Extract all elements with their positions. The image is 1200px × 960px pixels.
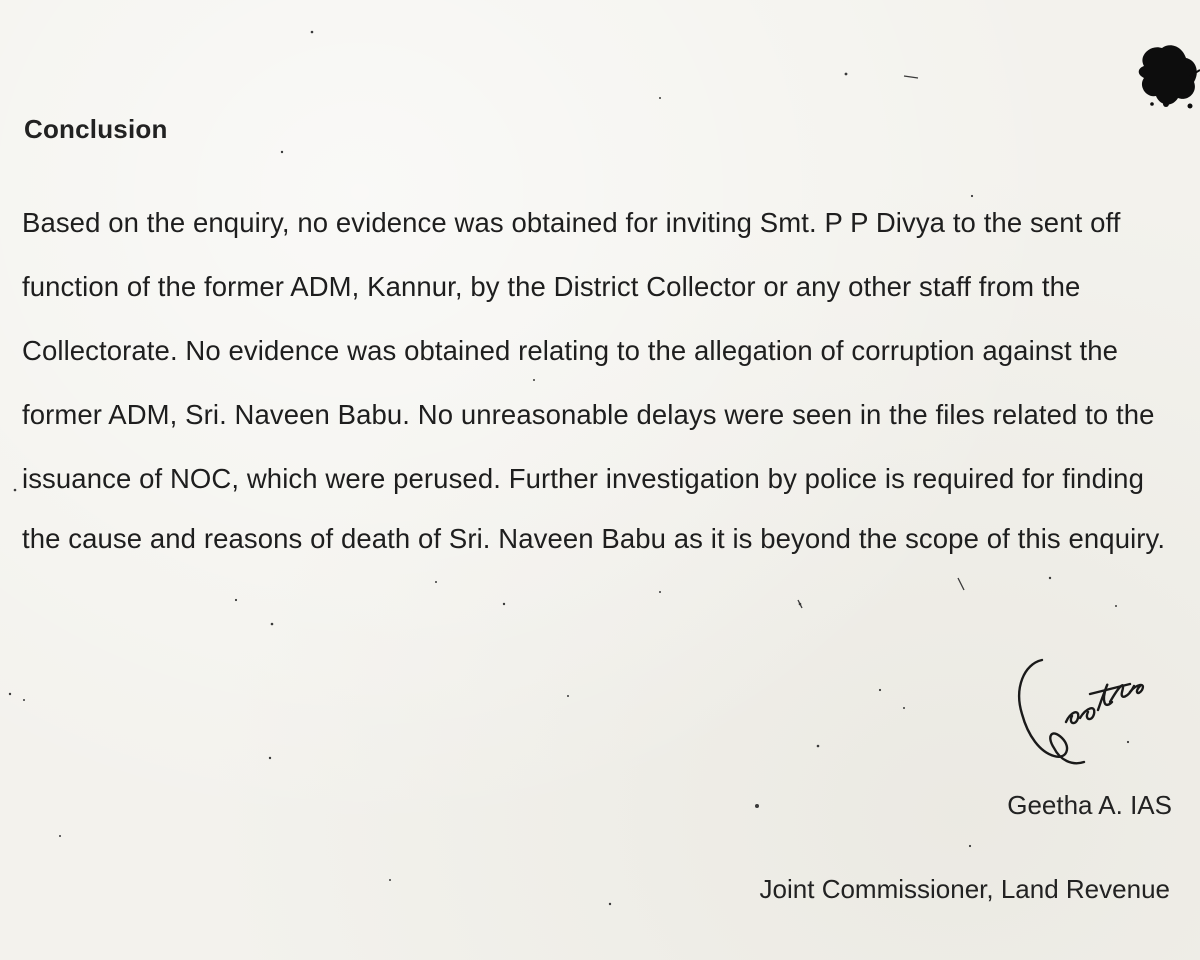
body-line-3: Collectorate. No evidence was obtained relating to the allegation of corruption against the xyxy=(22,335,1119,366)
signatory-name: Geetha A. IAS xyxy=(1007,790,1172,820)
body-line-6: the cause and reasons of death of Sri. Naveen Babu as it is beyond the scope of this enquiry. xyxy=(22,523,1166,554)
page-heading: Conclusion xyxy=(24,114,168,144)
body-line-1: Based on the enquiry, no evidence was obtained for inviting Smt. P P Divya to the sent off xyxy=(22,207,1121,238)
body-line-4: former ADM, Sri. Naveen Babu. No unreasonable delays were seen in the files related to the xyxy=(22,399,1155,430)
ink-blot xyxy=(1130,36,1200,116)
handwritten-signature xyxy=(1006,652,1156,782)
signatory-title: Joint Commissioner, Land Revenue xyxy=(759,874,1170,904)
body-line-5: issuance of NOC, which were perused. Further investigation by police is required for finding xyxy=(22,463,1144,494)
body-line-2: function of the former ADM, Kannur, by the District Collector or any other staff from the xyxy=(22,271,1081,302)
